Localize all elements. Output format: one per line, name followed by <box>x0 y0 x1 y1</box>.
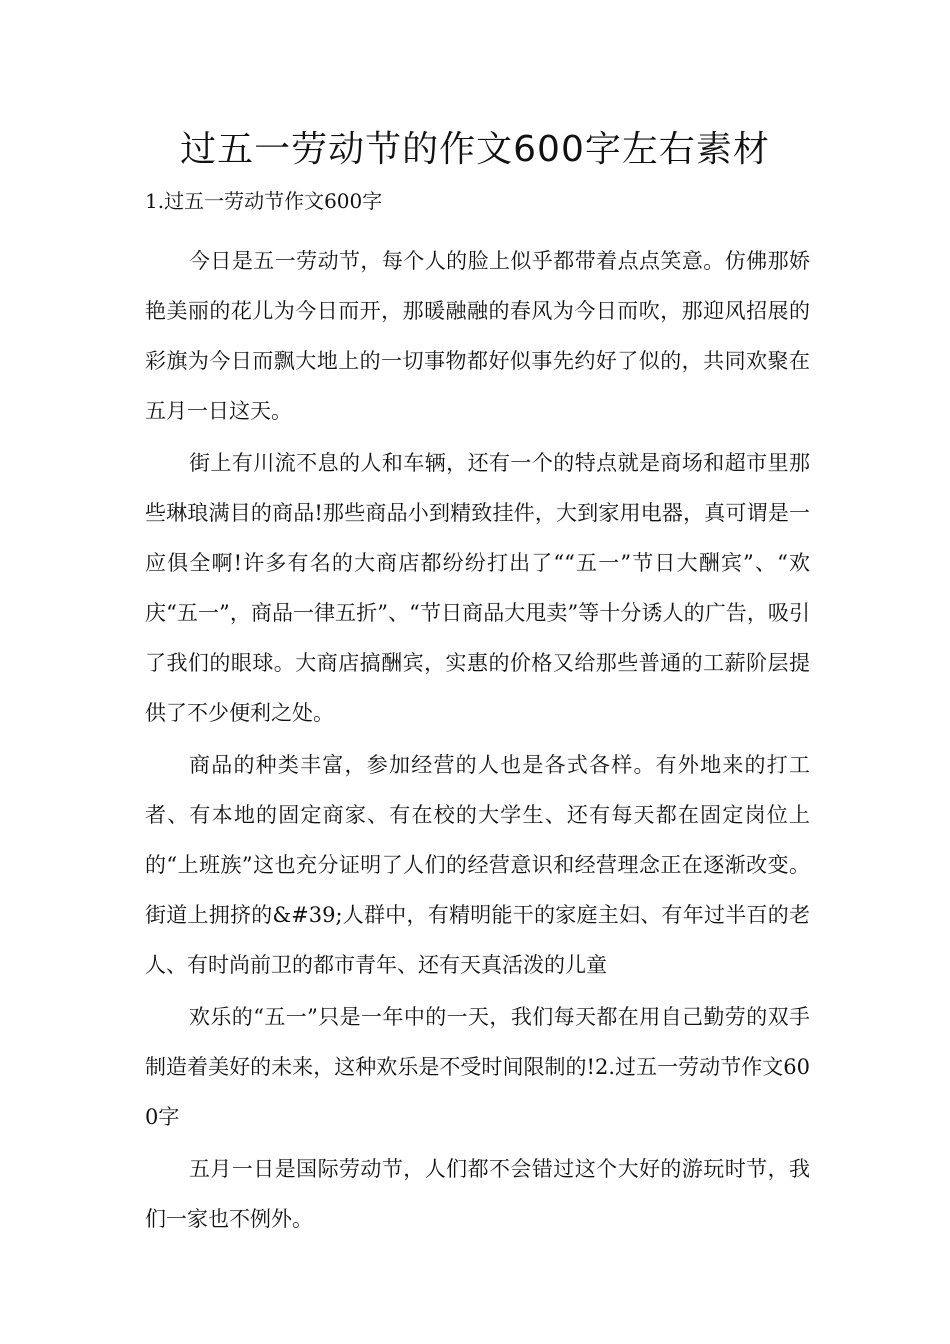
paragraph-1: 今日是五一劳动节，每个人的脸上似乎都带着点点笑意。仿佛那娇艳美丽的花儿为今日而开，那暖融融的春风为今日而吹，那迎风招展的彩旗为今日而飘大地上的一切事物都好似事先约好了似的，共同欢聚在五月一日这天。 <box>145 249 810 423</box>
paragraph-2: 街上有川流不息的人和车辆，还有一个的特点就是商场和超市里那些琳琅满目的商品!那些商品小到精致挂件，大到家用电器，真可谓是一应俱全啊!许多有名的大商店都纷纷打出了““五一”节日大酬宾”、“欢庆“五一”，商品一律五折”、“节日商品大甩卖”等十分诱人的广告，吸引了我们的眼球。大商店搞酬宾，实惠的价格又给那些普通的工薪阶层提供了不少便利之处。 <box>145 451 810 725</box>
document-title: 过五一劳动节的作文600字左右素材 <box>180 129 770 170</box>
paragraph-4: 欢乐的“五一”只是一年中的一天，我们每天都在用自己勤劳的双手制造着美好的未来，这种欢乐是不受时间限制的!2.过五一劳动节作文600字 <box>145 1005 810 1129</box>
paragraph-5: 五月一日是国际劳动节，人们都不会错过这个大好的游玩时节，我们一家也不例外。 <box>145 1157 810 1231</box>
paragraph-3: 商品的种类丰富，参加经营的人也是各式各样。有外地来的打工者、有本地的固定商家、有在校的大学生、还有每天都在固定岗位上的“上班族”这也充分证明了人们的经营意识和经营理念正在逐渐改变。街道上拥挤的&#39;人群中，有精明能干的家庭主妇、有年过半百的老人、有时尚前卫的都市青年、还有天真活泼的儿童 <box>145 753 810 977</box>
section-heading: 1.过五一劳动节作文600字 <box>145 189 383 213</box>
document-body <box>145 236 810 1246</box>
